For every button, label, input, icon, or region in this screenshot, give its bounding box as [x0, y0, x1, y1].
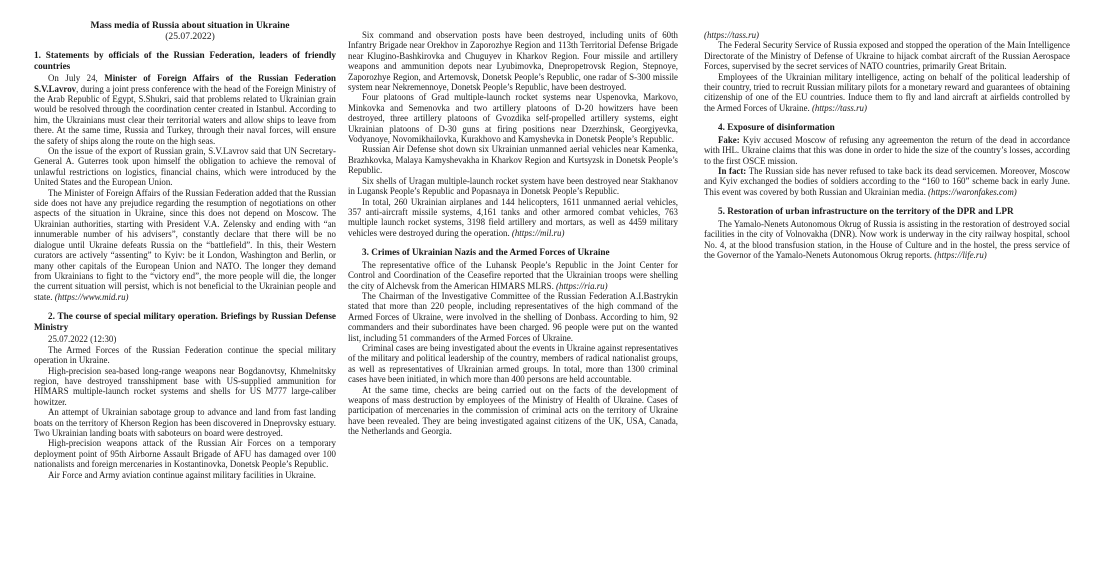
- paragraph-text[interactable]: (https://tass.ru): [704, 30, 759, 40]
- paragraph: [704, 219, 1070, 261]
- source-link[interactable]: (https://mil.ru): [511, 227, 565, 238]
- paragraph-text: , during a joint press conference with the head of the Foreign Ministry of the Arab Republic of Egypt, S.Shukri, said that problems related to Ukrainian grain would be resolved through the coordination center created in Istanbul. According to him, the Ukrainians must clear their territorial waters and allow ships to leave from there. At the same time, Russia and Turkey, through their naval forces, will ensure the safety of ships along the route on the high seas.: [34, 83, 336, 146]
- paragraph: Four platoons of Grad multiple-launch rocket systems near Uspenovka, Markovo, Minkovka and Semenovka and two artillery platoons of D-20 howitzers have been destroyed, three artillery platoons of Gvozdika self-propelled artillery systems, eight Ukrainian platoons of D-30 guns at firing positions near Dzerzhinsk, Georgiyevka, Vodyanoye, Novomikhailovka, Kurakhovo and Kamyshevka in Donetsk People’s Republic.: [348, 92, 678, 145]
- briefing-time: 25.07.2022 (12:30): [48, 334, 117, 345]
- paragraph: Criminal cases are being investigated about the events in Ukraine against representatives of the military and political leadership of the country, members of radical nationalist groups, as well as representatives of Ukrainian armed groups. In total, more than 1300 criminal cases have been initiated, in which more than 400 persons are held accountable.: [348, 342, 678, 385]
- paragraph: [34, 73, 336, 146]
- source-link[interactable]: (https://ria.ru): [556, 280, 608, 291]
- document-title: Mass media of Russia about situation in Ukraine: [90, 20, 290, 31]
- section-5-heading: 5. Restoration of urban infrastructure on the territory of the DPR and LPR: [718, 206, 1014, 217]
- paragraph-text: The Russian side has never refused to take back its dead servicemen. Moreover, Moscow and Kyiv exchanged the bodies of soldiers according to the “160 to 160” scheme back in early June. This event was covered by both Russian and Ukrainian media.: [704, 166, 1071, 197]
- paragraph-text: Employees of the Ukrainian military intelligence, acting on behalf of the political leadership of their country, tried to recruit Russian military pilots for a monetary reward and guarantees of obtaining citizenship of one of the EU countries. Induce them to fly and land aircraft at airfields controlled by the Armed Forces of Ukraine.: [704, 71, 1070, 113]
- paragraph: [348, 197, 678, 239]
- source-link[interactable]: (https://tass.ru): [811, 102, 867, 113]
- section-4-heading: 4. Exposure of disinformation: [718, 122, 835, 133]
- paragraph: Air Force and Army aviation continue against military facilities in Ukraine.: [48, 469, 316, 480]
- source-link[interactable]: (https://www.mid.ru): [54, 291, 129, 302]
- paragraph-text: In total, 260 Ukrainian airplanes and 144 helicopters, 1611 unmanned aerial vehicles, 357 anti-aircraft missile systems, 4,161 tanks and other armored combat vehicles, 763 multiple launch rocket systems, 3198 field artillery and mortars, as well as 4459 military vehicles were destroyed during the operation.: [348, 196, 678, 238]
- paragraph: [704, 135, 1070, 166]
- paragraph: Six shells of Uragan multiple-launch rocket system have been destroyed near Stakhanov in Lugansk People’s Republic and Popasnaya in Donetsk People’s Republic.: [348, 175, 678, 197]
- section-2-heading: 2. The course of special military operation. Briefings by Russian Defense Ministry: [34, 311, 336, 332]
- section-1-heading: 1. Statements by officials of the Russian Federation, leaders of friendly countries: [34, 50, 336, 71]
- paragraph: High-precision sea-based long-range weapons near Bogdanovtsy, Khmelnitsky region, have destroyed transshipment base with US-supplied ammunition for HIMARS multiple-launch rocket systems and shells for US M777 large-caliber howitzer.: [34, 365, 336, 407]
- fake-label: Fake:: [718, 134, 740, 145]
- paragraph: An attempt of Ukrainian sabotage group to advance and land from fast landing boats on the territory of Kherson Region has been discovered in Dneprovsky estuary. Two Ukrainian landing boats with saboteurs on board were destroyed.: [34, 407, 336, 438]
- paragraph-text: The representative office of the Luhansk People’s Republic in the Joint Center for Control and Coordination of the Ceasefire reported that the Ukrainian troops were shelling the city of Alchevsk from the American HIMARS MLRS.: [348, 259, 678, 291]
- paragraph: [704, 30, 1070, 40]
- paragraph: [348, 260, 678, 291]
- paragraph: [34, 188, 336, 302]
- paragraph: Six command and observation posts have been destroyed, including units of 60th Infantry Brigade near Orekhov in Zaporozhye Region and 113th Territorial Defense Brigade near Klugino-Bashkirovka and Chuguyev in Kharkov Region. Four missile and artillery weapons and ammunition depots near Lyubimovka, Dnepropetrovsk Region, Stepnoye, Zaporozhye Region, and Artemovsk, Donetsk People’s Republic, one radar of S-300 missile system near Nekremennoye, Donetsk People’s Republic, have been destroyed.: [348, 30, 678, 93]
- paragraph-text: On July 24,: [48, 73, 105, 84]
- document-date: (25.07.2022): [165, 31, 215, 42]
- paragraph: At the same time, checks are being carried out on the facts of the development of weapons of mass destruction by employees of the Ministry of Health of Ukraine. Cases of participation of mercenaries in the commission of criminal acts on the territory of Ukraine have been revealed. They are being investigated against citizens of the UK, USA, Canada, the Netherlands and Georgia.: [348, 384, 678, 437]
- source-link[interactable]: (https://waronfakes.com): [928, 186, 1017, 197]
- paragraph: The Chairman of the Investigative Committee of the Russian Federation A.I.Bastrykin stated that more than 220 people, including representatives of the high command of the Armed Forces of Ukraine, were involved in the shelling of Donbass. According to him, 92 commanders and their subordinates have been charged. 96 people were put on the wanted list, including 51 commanders of the Armed Forces of Ukraine.: [348, 290, 678, 343]
- official-name: Minister of Foreign Affairs of the Russian Federation S.V.Lavrov: [34, 73, 336, 94]
- paragraph: High-precision weapons attack of the Russian Air Forces on a temporary deployment point of 95th Airborne Assault Brigade of AFU has damaged over 100 nationalists and foreign mercenaries in Kostantinovka, Donetsk People’s Republic.: [34, 438, 336, 470]
- column-2: [348, 30, 678, 437]
- paragraph: The Armed Forces of the Russian Federation continue the special military operation in Ukraine.: [34, 344, 336, 366]
- column-3: [704, 30, 1070, 261]
- paragraph: [704, 166, 1070, 197]
- paragraph: On the issue of the export of Russian grain, S.V.Lavrov said that UN Secretary-General A. Guterres took upon himself the obligation to achieve the removal of unlawful restrictions on logistics, financial chains, which were introduced by the United States and the European Union.: [34, 146, 336, 188]
- paragraph: Russian Air Defense shot down six Ukrainian unmanned aerial vehicles near Kamenka, Brazhkovka, Malaya Kamyshevakha in Kharkov Region and Kurtsyzsk in Donetsk People’s Republic.: [348, 144, 678, 176]
- fact-label: In fact:: [718, 166, 747, 177]
- column-1: [34, 50, 336, 480]
- source-link[interactable]: (https://life.ru): [934, 250, 987, 261]
- paragraph-text: The Yamalo-Nenets Autonomous Okrug of Russia is assisting in the restoration of destroyed social facilities in the city of Volnovakha (DNR). Now work is underway in the city railway hospital, school No. 4, at the blood transfusion station, in the House of Culture and in the hostel, the press service of the Governor of the Yamalo-Nenets Autonomous Okrug reports.: [704, 218, 1070, 261]
- paragraph: [704, 72, 1070, 114]
- paragraph-text: The Minister of Foreign Affairs of the Russian Federation added that the Russian side does not have any prejudice regarding the resumption of negotiations on other aspects of the situation in Ukraine, since this does not depend on Moscow. The Ukrainian authorities, starting with President V.A. Zelensky and ending with “an innumerable number of his advisers”, constantly declare that there will be no dialogue until Ukraine defeats Russia on the “battlefield”. In this, their Western curators are actively “assenting” to Kyiv: be it London, Washington and Berlin, or many other capitals of the European Union and NATO. The longer they demand from Ukrainians to fight to the “victory end”, the more people will die, the longer the current situation will persist, which is not beneficial to the Ukrainian people and state.: [34, 187, 336, 302]
- document-header: [40, 20, 340, 42]
- section-3-heading: 3. Crimes of Ukrainian Nazis and the Armed Forces of Ukraine: [362, 247, 610, 258]
- paragraph: The Federal Security Service of Russia exposed and stopped the operation of the Main Intelligence Directorate of the Ministry of Defense of Ukraine to hijack combat aircraft of the Russian Aerospace Forces, supervised by the secret services of NATO countries, primarily Great Britain.: [704, 40, 1070, 72]
- paragraph-text: Kyiv accused Moscow of refusing any agreementon the return of the dead in accordance with IHL. Ukraine claims that this was done in order to hide the size of the country’s losses, according to the first OSCE mission.: [704, 134, 1070, 166]
